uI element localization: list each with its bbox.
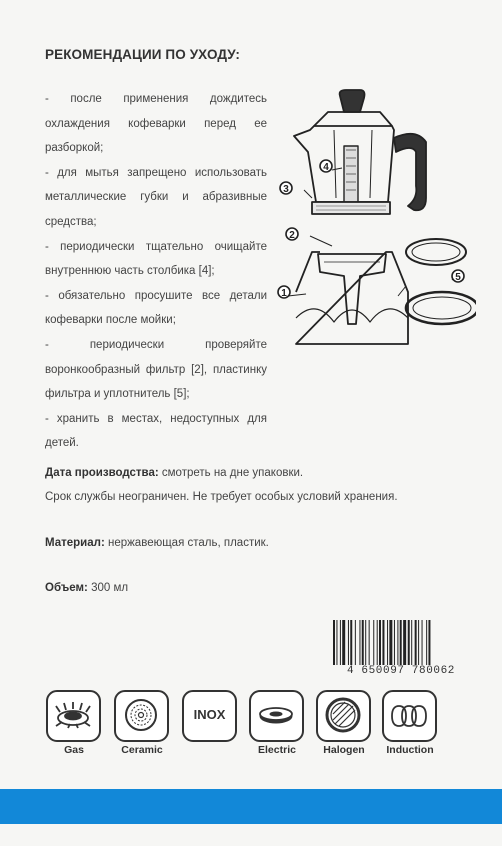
inox-icon — [182, 690, 237, 742]
production-date-label: Дата производства: — [45, 467, 159, 479]
shelf-life-line: Срок службы неограничен. Не требует особых условий хранения. — [45, 491, 398, 503]
barcode-bar — [387, 620, 388, 668]
production-date-line — [45, 467, 303, 479]
ceramic-hob-icon — [114, 690, 169, 742]
care-item: - после применения дождитесь охлаждения кофеварки перед ее разборкой; — [45, 93, 267, 155]
barcode-bar — [422, 620, 423, 668]
diagram-label-4: 4 — [323, 162, 329, 173]
barcode-bar — [333, 620, 335, 668]
care-item: - периодически проверяйте воронкообразный фильтр [2], пластинку фильтра и уплотнитель [5]; — [45, 338, 267, 401]
diagram-label-3: 3 — [283, 184, 289, 195]
electric-hob-icon — [249, 690, 304, 742]
diagram-label-2: 2 — [289, 230, 295, 241]
blue-band — [0, 789, 502, 824]
barcode-bar — [397, 620, 398, 668]
material-value: нержавеющая сталь, пластик. — [104, 537, 269, 549]
stove-label-ceramic: Ceramic — [121, 744, 163, 756]
stove-label-electric: Electric — [258, 744, 296, 756]
volume-value: 300 мл — [87, 582, 129, 594]
care-list — [45, 87, 267, 456]
barcode-bar — [336, 620, 337, 668]
inox-text: INOX — [193, 707, 226, 722]
barcode-bar — [369, 620, 370, 668]
barcode-bar — [428, 620, 430, 668]
barcode-bar — [379, 620, 381, 668]
barcode-number: 4 650097 780062 — [329, 665, 473, 677]
barcode-bar — [389, 620, 392, 668]
barcode-bar — [394, 620, 395, 668]
care-item: - для мытья запрещено использовать металлические губки и абразивные средства; — [45, 166, 267, 228]
barcode-bar — [365, 620, 366, 668]
induction-hob-icon — [382, 690, 437, 742]
barcode-bar — [350, 620, 352, 668]
volume-line — [45, 582, 128, 594]
volume-label: Объем: — [45, 582, 88, 594]
barcode-bar — [355, 620, 356, 668]
diagram-label-1: 1 — [281, 288, 287, 299]
barcode-bar — [340, 620, 341, 668]
barcode-bar — [400, 620, 402, 668]
barcode-bar — [415, 620, 417, 668]
barcode-bar — [408, 620, 410, 668]
barcode-bar — [362, 620, 364, 668]
stove-label-gas: Gas — [64, 744, 84, 756]
stove-label-induction: Induction — [386, 744, 434, 756]
barcode-bar — [426, 620, 427, 668]
barcode-bar — [411, 620, 412, 668]
diagram-label-5: 5 — [455, 272, 461, 283]
barcode-bar — [348, 620, 349, 668]
barcode-bar — [403, 620, 406, 668]
gas-burner-icon — [46, 690, 101, 742]
halogen-hob-icon — [316, 690, 371, 742]
coffee-maker-diagram — [276, 86, 476, 356]
material-label: Материал: — [45, 537, 105, 549]
stove-label-halogen: Halogen — [323, 744, 365, 756]
care-title: РЕКОМЕНДАЦИИ ПО УХОДУ: — [45, 47, 241, 62]
production-date-value: смотреть на дне упаковки. — [158, 467, 304, 479]
barcode-bar — [382, 620, 384, 668]
barcode-bar — [342, 620, 345, 668]
care-item: - периодически тщательно очищайте внутреннюю часть столбика [4]; — [45, 240, 267, 278]
care-item: - обязательно просушите все детали кофеварки после мойки; — [45, 289, 267, 327]
care-item: - хранить в местах, недоступных для детей. — [45, 412, 267, 450]
barcode-bar — [418, 620, 419, 668]
barcode-bar — [377, 620, 378, 668]
barcode-bar — [373, 620, 374, 668]
barcode-bar — [359, 620, 360, 668]
material-line — [45, 537, 269, 549]
